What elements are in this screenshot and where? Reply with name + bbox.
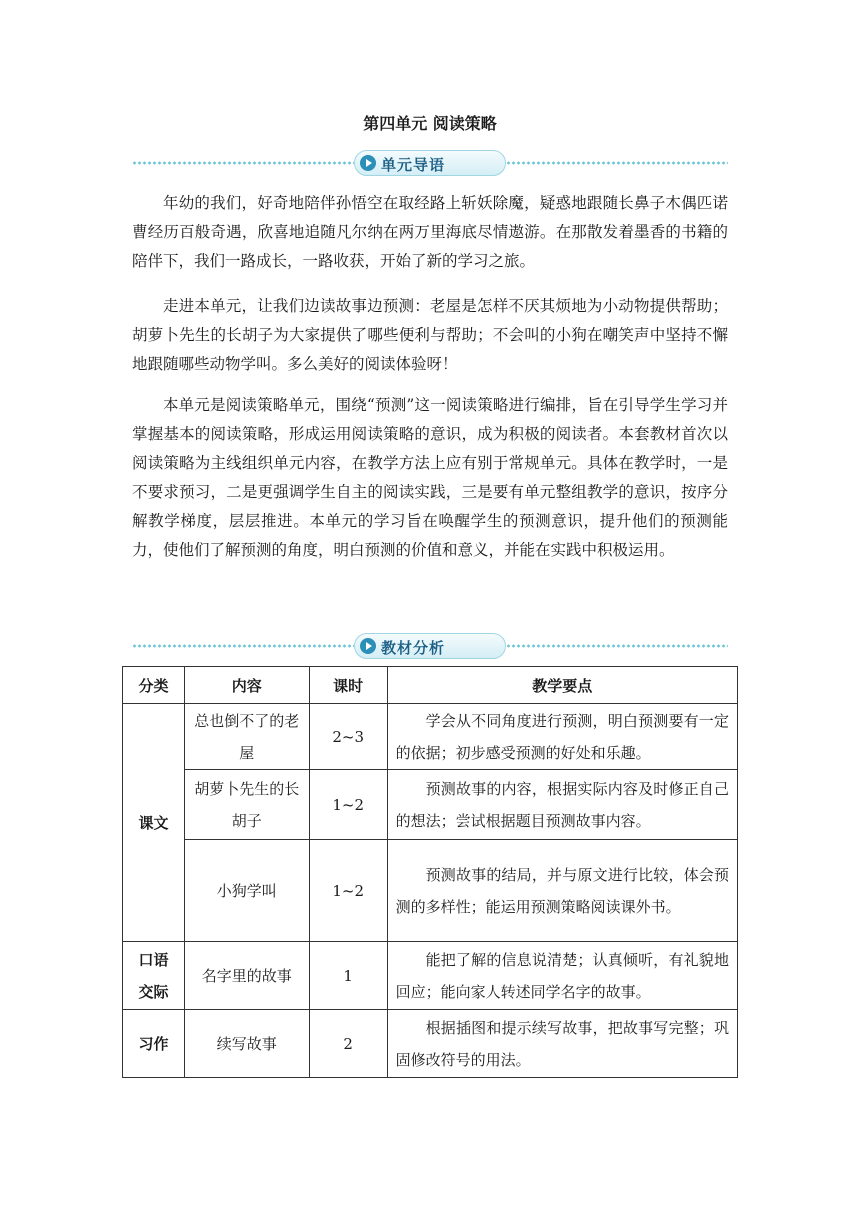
content-cell: 续写故事 [184,1010,309,1078]
content-cell: 小狗学叫 [184,840,309,942]
dotted-divider-right [506,161,728,165]
dotted-divider-left [132,644,354,648]
table-row [123,840,738,942]
hours-cell: 2~3 [309,704,387,770]
points-cell: 预测故事的结局，并与原文进行比较，体会预测的多样性；能运用预测策略阅读课外书。 [387,840,737,942]
intro-paragraph-2: 走进本单元，让我们边读故事边预测：老屋是怎样不厌其烦地为小动物提供帮助；胡萝卜先生的长胡子为大家提供了哪些便利与帮助；不会叫的小狗在嘲笑声中坚持不懈地跟随哪些动物学叫。多么美好的阅读体验呀！ [132,297,728,373]
section-pill [354,633,506,659]
content-cell: 胡萝卜先生的长胡子 [184,770,309,840]
dotted-divider-right [506,644,728,648]
intro-paragraph-1: 年幼的我们，好奇地陪伴孙悟空在取经路上斩妖除魔，疑惑地跟随长鼻子木偶匹诺曹经历百般奇遇，欣喜地追随凡尔纳在两万里海底尽情遨游。在那散发着墨香的书籍的陪伴下，我们一路成长，一路收获，开始了新的学习之旅。 [132,194,728,270]
header-hours: 课时 [309,667,387,704]
table-row [123,1010,738,1078]
points-cell: 学会从不同角度进行预测，明白预测要有一定的依据；初步感受预测的好处和乐趣。 [387,704,737,770]
table-row [123,770,738,840]
analysis-table [122,666,738,1078]
header-teaching-points: 教学要点 [387,667,737,704]
arrow-icon [360,155,376,171]
section-label: 单元导语 [381,156,446,174]
section-pill [354,150,506,176]
points-cell: 根据插图和提示续写故事，把故事写完整；巩固修改符号的用法。 [387,1010,737,1078]
table-row [123,942,738,1010]
intro-paragraph-3: 本单元是阅读策略单元，围绕“预测”这一阅读策略进行编排，旨在引导学生学习并掌握基本的阅读策略，形成运用阅读策略的意识，成为积极的阅读者。本套教材首次以阅读策略为主线组织单元内容，在教学方法上应有别于常规单元。具体在教学时，一是不要求预习，二是更强调学生自主的阅读实践，三是要有单元整组教学的意识，按序分解教学梯度，层层推进。本单元的学习旨在唤醒学生的预测意识，提升他们的预测能力，使他们了解预测的角度，明白预测的价值和意义，并能在实践中积极运用。 [132,396,728,559]
hours-cell: 2 [309,1010,387,1078]
table-header-row [123,667,738,704]
category-cell: 习作 [123,1010,185,1078]
page-title: 第四单元 阅读策略 [363,114,497,133]
hours-cell: 1~2 [309,840,387,942]
section-header-unit-intro [132,150,728,176]
section-label: 教材分析 [381,639,446,657]
hours-cell: 1~2 [309,770,387,840]
table-row [123,704,738,770]
content-cell: 总也倒不了的老屋 [184,704,309,770]
category-cell: 口语交际 [123,942,185,1010]
arrow-icon [360,638,376,654]
header-category: 分类 [123,667,185,704]
section-header-material-analysis [132,633,728,659]
header-content: 内容 [184,667,309,704]
points-cell: 预测故事的内容，根据实际内容及时修正自己的想法；尝试根据题目预测故事内容。 [387,770,737,840]
dotted-divider-left [132,161,354,165]
category-cell: 课文 [123,704,185,942]
content-cell: 名字里的故事 [184,942,309,1010]
points-cell: 能把了解的信息说清楚；认真倾听，有礼貌地回应；能向家人转述同学名字的故事。 [387,942,737,1010]
hours-cell: 1 [309,942,387,1010]
